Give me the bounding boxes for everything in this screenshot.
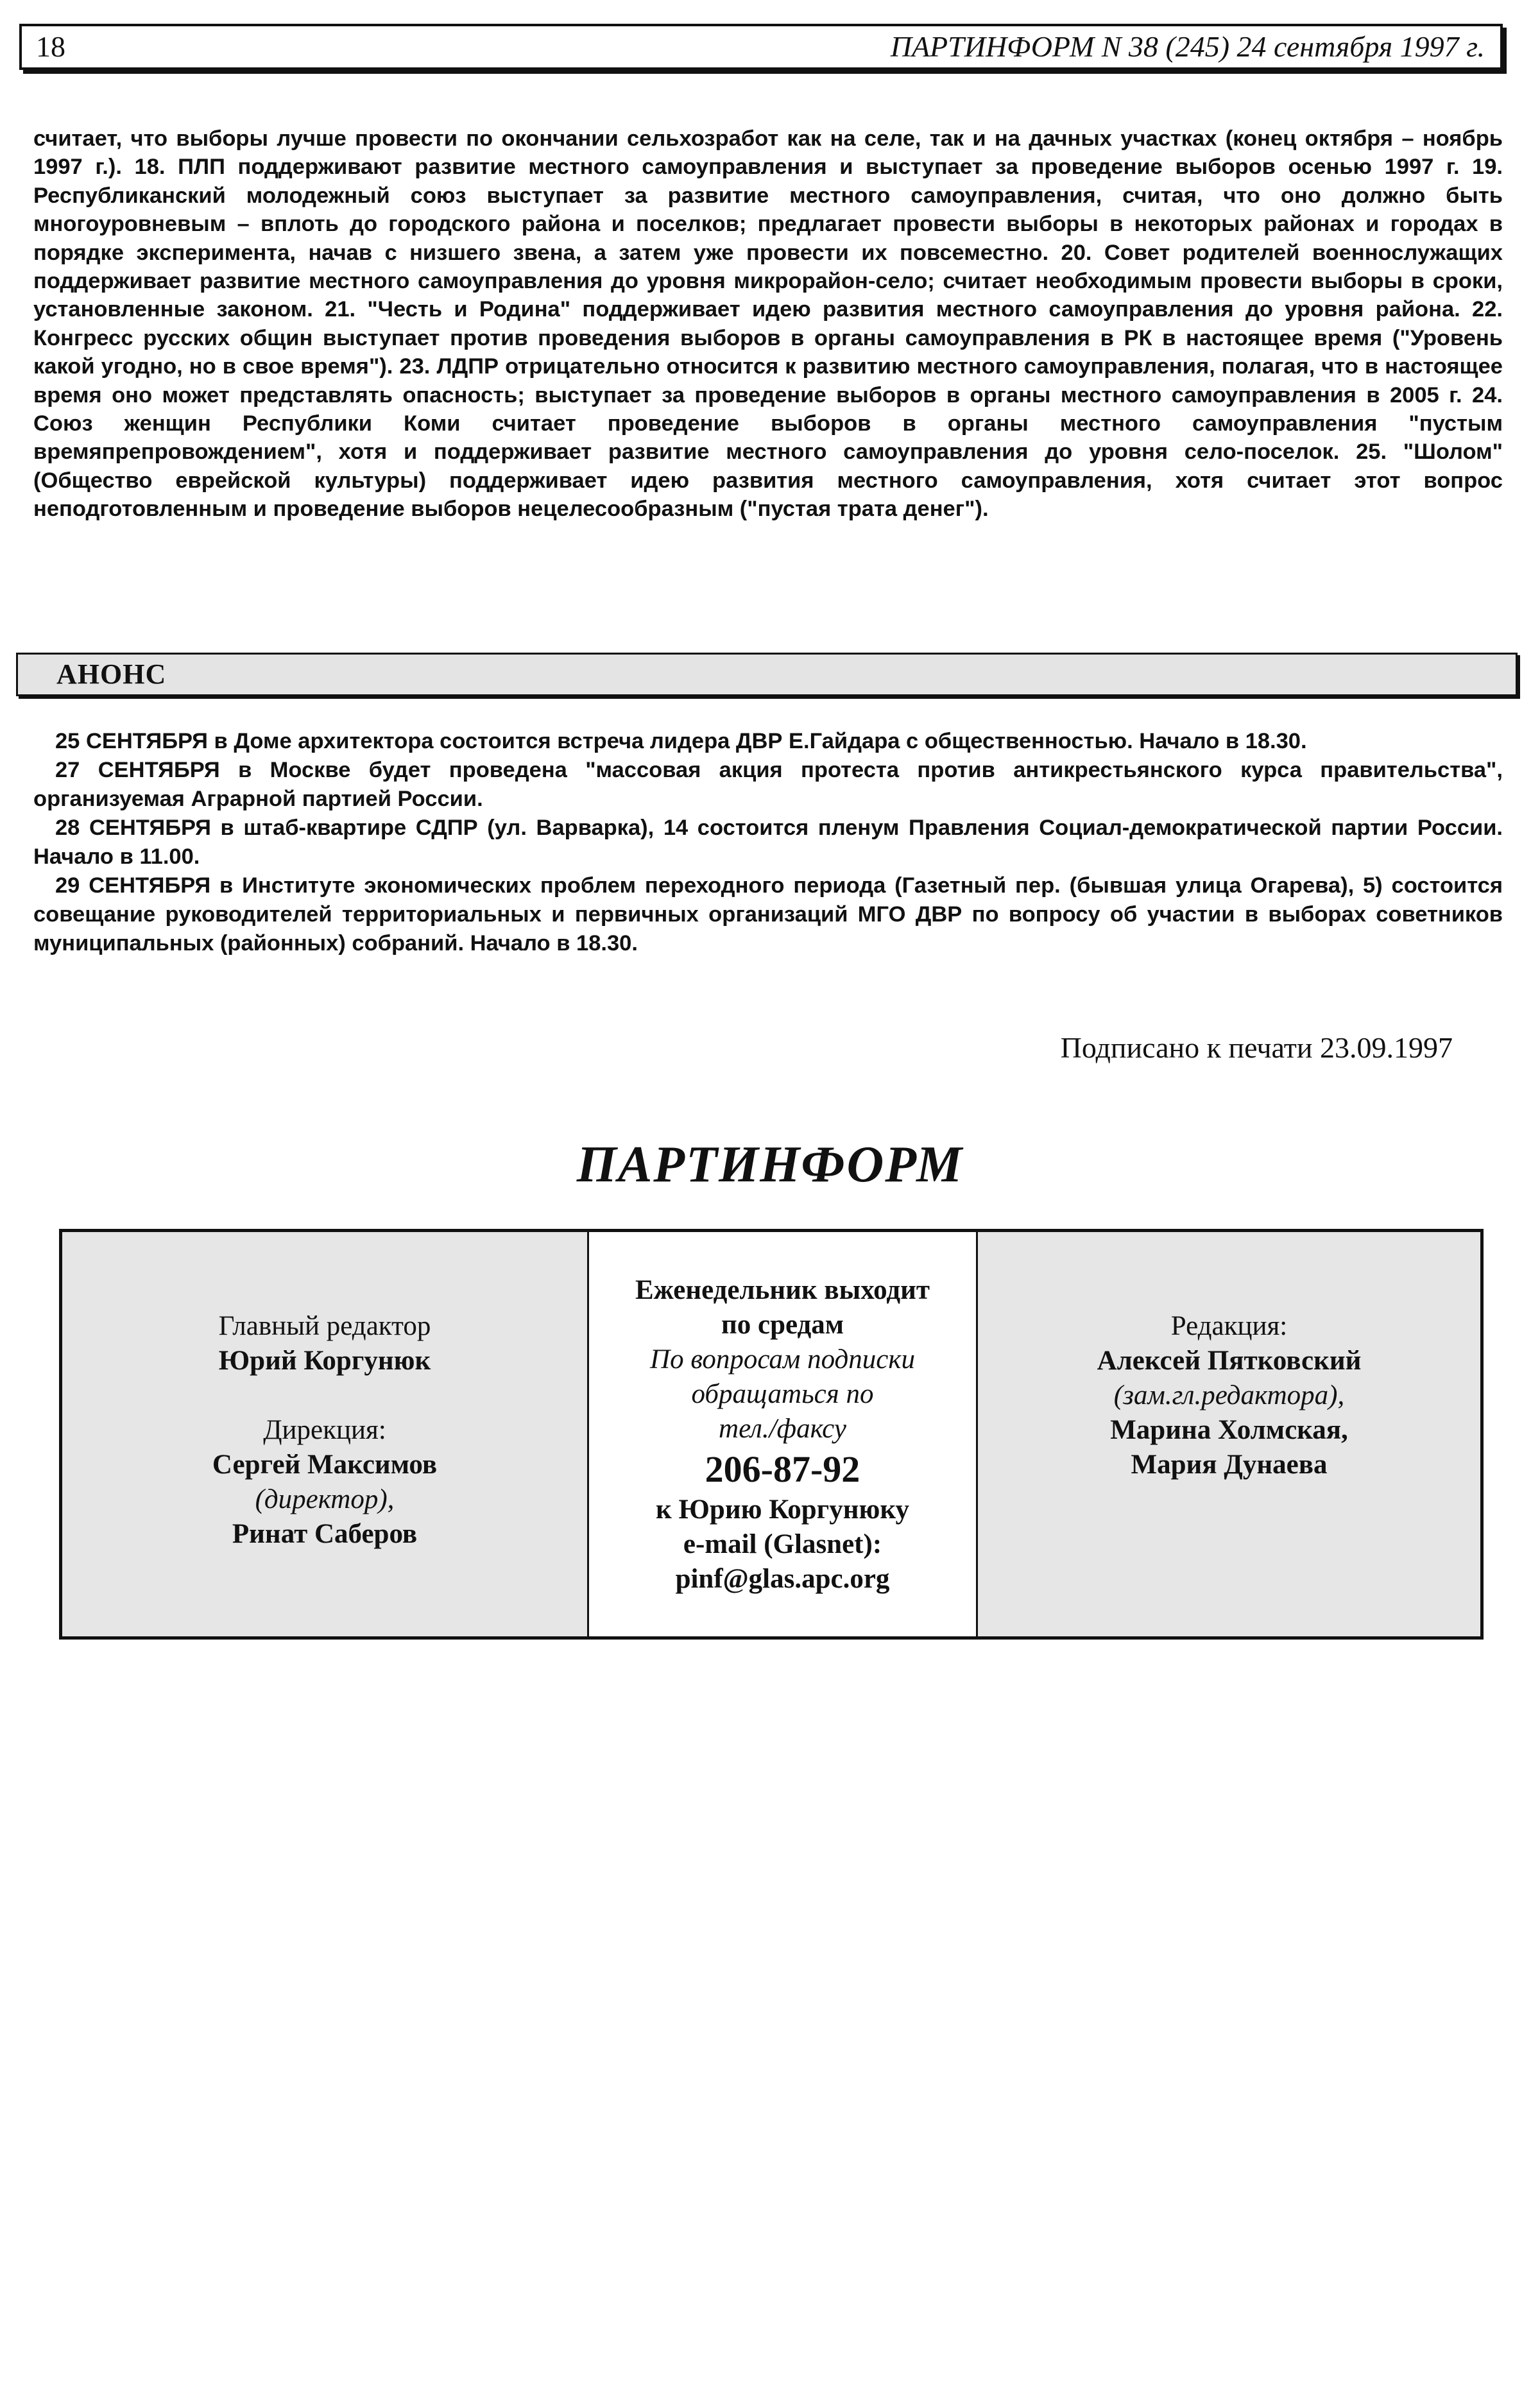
masthead-title: ПАРТИНФОРМ	[576, 1136, 964, 1193]
announcement-item: 29 СЕНТЯБРЯ в Институте экономических проблем переходного периода (Газетный пер. (бывшая улица Огарева), 5) состоится совещание руководителей территориальных и первичных организаций МГО ДВР по вопросу об участии в выборах советников муниципальных (районных) собраний. Начало в 18.30.	[33, 873, 1503, 955]
section-title: АНОНС	[56, 658, 167, 690]
subscription-line: обращаться по	[691, 1379, 874, 1409]
director-role: (директор),	[255, 1484, 395, 1514]
imprint-middle-column	[589, 1232, 978, 1636]
article-continuation: считает, что выборы лучше провести по окончании сельхозработ как на селе, так и на дачных участках (конец октября – ноябрь 1997 г.). 18. ПЛП поддерживают развитие местного самоуправления и выступает за проведение выборов осенью 1997 г. 19. Республиканский молодежный союз выступает за развитие местного самоуправления, считая, что оно должно быть многоуровневым – вплоть до городского района и поселков; предлагает провести выборы в некоторых районах и городах в порядке эксперимента, начав с низшего звена, а затем уже провести их повсеместно. 20. Совет родителей военнослужащих поддерживает развитие местного самоуправления до уровня микрорайон-село; считает необходимым провести выборы в сроки, установленные законом. 21. "Честь и Родина" поддерживает идею развития местного самоуправления до уровня района. 22. Конгресс русских общин выступает против проведения выборов в органы самоуправления в РК в настоящее время ("Уровень какой угодно, но в свое время"). 23. ЛДПР отрицательно относится к развитию местного самоуправления, полагая, что в настоящее время оно может представлять опасность; выступает за проведение выборов в органы местного самоуправления в 2005 г. 24. Союз женщин Республики Коми считает проведение выборов в органы местного самоуправления "пустым времяпрепровождением", хотя и поддерживает развитие местного самоуправления до уровня село-поселок. 25. "Шолом" (Общество еврейской культуры) поддерживает идею развития местного самоуправления, хотя считает этот вопрос неподготовленным и проведение выборов нецелесообразным ("пустая трата денег").	[33, 126, 1503, 522]
issue-line: ПАРТИНФОРМ N 38 (245) 24 сентября 1997 г.	[890, 30, 1485, 63]
email-label: e-mail (Glasnet):	[683, 1529, 882, 1559]
frequency-day: по средам	[721, 1310, 844, 1340]
staff-name: Мария Дунаева	[1131, 1450, 1328, 1480]
staff-role: (зам.гл.редактора),	[1113, 1380, 1345, 1410]
director-name: Сергей Максимов	[212, 1450, 438, 1480]
signed-to-print: Подписано к печати 23.09.1997	[1060, 1031, 1453, 1064]
page-header	[19, 24, 1503, 70]
imprint-left-column	[62, 1232, 589, 1636]
announcement-item: 27 СЕНТЯБРЯ в Москве будет проведена "массовая акция протеста против антикрестьянского курса правительства", организуемая Аграрной партией России.	[33, 758, 1503, 811]
imprint-right-column	[978, 1232, 1480, 1636]
staff-name: Марина Холмская,	[1110, 1415, 1348, 1445]
editorial-label: Редакция:	[1170, 1311, 1288, 1341]
announcement-item: 25 СЕНТЯБРЯ в Доме архитектора состоится встреча лидера ДВР Е.Гайдара с общественностью. Начало в 18.30.	[55, 729, 1307, 753]
page-number: 18	[36, 30, 65, 63]
announcement-list	[33, 727, 1503, 958]
staff-name: Ринат Саберов	[232, 1519, 418, 1549]
announcement-item: 28 СЕНТЯБРЯ в штаб-квартире СДПР (ул. Варварка), 14 состоится пленум Правления Социал-демократической партии России. Начало в 11.00.	[33, 816, 1503, 869]
email-address: pinf@glas.apc.org	[675, 1564, 890, 1594]
subscription-line: тел./факсу	[719, 1414, 846, 1444]
section-header-anons	[16, 653, 1518, 696]
imprint-table	[59, 1229, 1484, 1640]
phone-number: 206-87-92	[705, 1448, 860, 1490]
frequency-line: Еженедельник выходит	[635, 1275, 930, 1305]
staff-name: Алексей Пятковский	[1097, 1346, 1362, 1376]
subscription-line: По вопросам подписки	[650, 1344, 915, 1375]
editor-name: Юрий Коргунюк	[218, 1346, 431, 1376]
contact-person: к Юрию Коргунюку	[655, 1495, 910, 1525]
editor-label: Главный редактор	[218, 1311, 431, 1341]
directorate-label: Дирекция:	[263, 1415, 386, 1445]
